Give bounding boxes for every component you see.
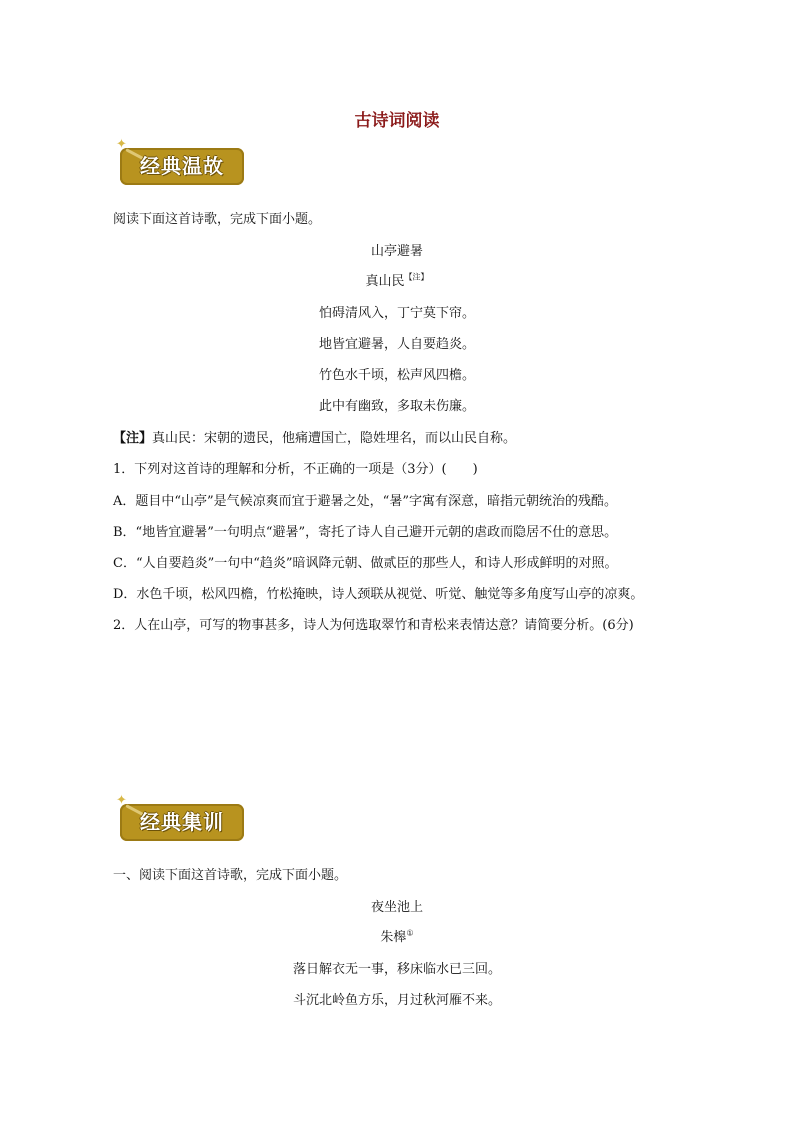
option-a: A．题目中“山亭”是气候凉爽而宜于避暑之处，“暑”字寓有深意，暗指元朝统治的残酷。 [113, 494, 617, 509]
poem2-line-1: 落日解衣无一事，移床临水已三回。 [292, 962, 501, 977]
option-c: C．“人自要趋炎”一句中“趋炎”暗讽降元朝、做贰臣的那些人，和诗人形成鲜明的对照。 [113, 556, 618, 571]
poem1-line-4: 此中有幽致，多取未伤廉。 [318, 399, 475, 414]
note-text: 真山民：宋朝的遗民，他痛遭国亡，隐姓埋名，而以山民自称。 [152, 431, 517, 446]
poem1-author-line [0, 270, 794, 289]
section-badge-review [116, 137, 244, 185]
option-d: D．水色千顷，松风四檐，竹松掩映，诗人颈联从视觉、听觉、触觉等多角度写山亭的凉爽。 [113, 587, 644, 602]
question-2: 2．人在山亭，可写的物事甚多，诗人为何选取翠竹和青松来表情达意？请简要分析。(6分) [113, 618, 634, 633]
badge-label: 经典温故 [140, 154, 224, 178]
section1-instruction: 阅读下面这首诗歌，完成下面小题。 [113, 212, 322, 227]
page-title: 古诗词阅读 [354, 111, 440, 131]
poem2-title: 夜坐池上 [370, 900, 423, 915]
note-label: 【注】 [113, 431, 153, 446]
poem1-line-3: 竹色水千顷，松声风四檐。 [318, 368, 475, 383]
poem2-author: 朱槔 [380, 930, 407, 945]
poem1-author-note-mark: 【注】 [404, 272, 429, 282]
badge-label: 经典集训 [140, 810, 224, 834]
section2-instruction: 一、阅读下面这首诗歌，完成下面小题。 [113, 868, 348, 883]
poem1-author: 真山民 [365, 274, 405, 289]
poem1-line-1: 怕碍清风入，丁宁莫下帘。 [318, 306, 475, 321]
star-icon: ✦ [116, 793, 127, 808]
poem2-author-line [0, 926, 794, 945]
poem1-line-2: 地皆宜避暑，人自要趋炎。 [318, 337, 475, 352]
poem1-title: 山亭避暑 [370, 244, 423, 259]
section-badge-training [116, 793, 244, 841]
poem2-author-note-mark: ① [406, 928, 414, 938]
option-b: B．“地皆宜避暑”一句明点“避暑”，寄托了诗人自己避开元朝的虐政而隐居不仕的意思。 [113, 525, 618, 540]
poem2-line-2: 斗沉北岭鱼方乐，月过秋河雁不来。 [292, 993, 501, 1008]
star-icon: ✦ [116, 137, 127, 152]
poem1-note [113, 427, 516, 446]
question-1: 1．下列对这首诗的理解和分析，不正确的一项是（3分）( ) [113, 462, 478, 477]
